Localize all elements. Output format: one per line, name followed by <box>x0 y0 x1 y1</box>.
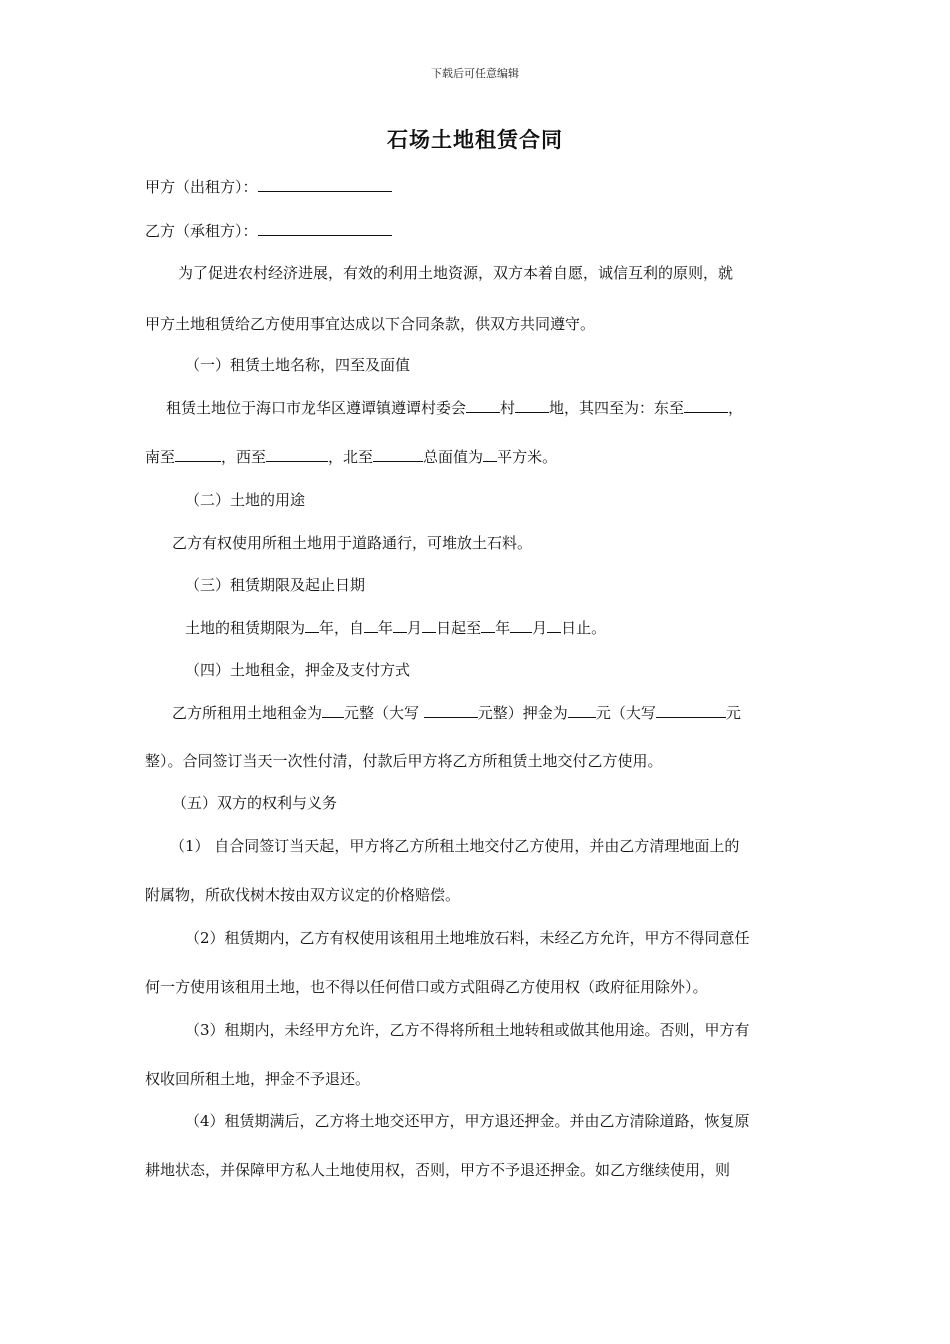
north-blank <box>373 446 423 462</box>
north-label: ，北至 <box>328 448 374 466</box>
start-month-label: 月 <box>407 619 423 637</box>
deposit-blank <box>568 702 596 718</box>
deposit-capital-blank <box>656 702 726 718</box>
section-3-heading: （三）租赁期限及起止日期 <box>185 576 366 594</box>
item-3-line-1: （3）租期内，未经甲方允许，乙方不得将所租土地转租或做其他用途。否则，甲方有 <box>185 1021 750 1039</box>
area-unit: 平方米。 <box>497 448 558 466</box>
start-month-blank <box>393 617 407 633</box>
rent-label: 乙方所租用土地租金为 <box>172 704 323 722</box>
item-2-line-2: 何一方使用该租用土地，也不得以任何借口或方式阻碍乙方使用权（政府征用除外）。 <box>145 978 708 996</box>
end-day-label: 日止。 <box>561 619 607 637</box>
section-5-heading: （五）双方的权利与义务 <box>172 794 338 812</box>
end-day-blank <box>547 617 561 633</box>
party-b-label: 乙方（承租方）： <box>145 222 258 240</box>
section-1-boundary-line <box>145 446 557 467</box>
term-from-label: 年，自 <box>319 619 365 637</box>
document-title: 石场土地租赁合同 <box>387 127 563 152</box>
party-a-line <box>145 176 392 197</box>
party-a-blank <box>258 176 392 192</box>
rent-capital-blank <box>424 702 478 718</box>
boundary-east-label: 地，其四至为：东至 <box>549 399 685 417</box>
village-blank <box>466 397 500 413</box>
deposit-capital-label: 元（大写 <box>595 704 656 722</box>
end-month-label: 月 <box>532 619 548 637</box>
section-4-rent-line <box>172 702 741 723</box>
start-year-blank <box>364 617 378 633</box>
section-1-location-line <box>166 397 743 418</box>
comma-text: ， <box>728 399 744 417</box>
rent-blank <box>322 702 344 718</box>
item-1-line-1: （1） 自合同签订当天起，甲方将乙方所租土地交付乙方使用，并由乙方清理地面上的 <box>170 837 740 855</box>
plot-blank <box>515 397 549 413</box>
south-blank <box>175 446 221 462</box>
item-4-line-1: （4）租赁期满后，乙方将土地交还甲方，甲方退还押金。并由乙方清除道路，恢复原 <box>185 1112 750 1130</box>
start-day-label: 日起至 <box>436 619 482 637</box>
item-1-line-2: 附属物，所砍伐树木按由双方议定的价格赔偿。 <box>145 886 461 904</box>
party-b-line <box>145 220 392 241</box>
end-year-blank <box>481 617 495 633</box>
rent-capital-label: 元整（大写 <box>344 704 424 722</box>
south-label: 南至 <box>145 448 176 466</box>
end-year-label: 年 <box>495 619 511 637</box>
item-3-line-2: 权收回所租土地，押金不予退还。 <box>145 1070 371 1088</box>
west-blank <box>266 446 328 462</box>
party-a-label: 甲方（出租方）： <box>145 178 258 196</box>
section-3-body <box>185 617 606 638</box>
intro-line-1: 为了促进农村经济进展，有效的利用土地资源，双方本着自愿，诚信互利的原则，就 <box>178 264 734 282</box>
start-year-label: 年 <box>378 619 394 637</box>
section-4-payment-line: 整）。合同签订当天一次性付清，付款后甲方将乙方所租赁土地交付乙方使用。 <box>145 752 663 770</box>
location-text: 租赁土地位于海口市龙华区遵谭镇遵谭村委会 <box>166 399 467 417</box>
header-note: 下载后可任意编辑 <box>431 67 519 80</box>
deposit-label: 元整）押金为 <box>477 704 568 722</box>
party-b-blank <box>258 220 392 236</box>
section-4-heading: （四）土地租金，押金及支付方式 <box>185 661 411 679</box>
area-blank <box>483 446 497 462</box>
item-4-line-2: 耕地状态，并保障甲方私人土地使用权，否则，甲方不予退还押金。如乙方继续使用，则 <box>145 1161 731 1179</box>
term-label: 土地的租赁期限为 <box>185 619 306 637</box>
section-2-body: 乙方有权使用所租土地用于道路通行，可堆放土石料。 <box>172 534 533 552</box>
intro-line-2: 甲方土地租赁给乙方使用事宜达成以下合同条款，供双方共同遵守。 <box>145 315 596 333</box>
yuan-label: 元 <box>725 704 741 722</box>
item-2-line-1: （2）租赁期内，乙方有权使用该租用土地堆放石料，未经乙方允许，甲方不得同意任 <box>185 929 750 947</box>
village-label: 村 <box>500 399 516 417</box>
start-day-blank <box>422 617 436 633</box>
east-blank <box>684 397 728 413</box>
section-2-heading: （二）土地的用途 <box>185 491 306 509</box>
section-1-heading: （一）租赁土地名称，四至及面值 <box>185 356 411 374</box>
end-month-blank <box>510 617 532 633</box>
west-label: ，西至 <box>221 448 267 466</box>
term-years-blank <box>305 617 319 633</box>
area-label: 总面值为 <box>423 448 484 466</box>
